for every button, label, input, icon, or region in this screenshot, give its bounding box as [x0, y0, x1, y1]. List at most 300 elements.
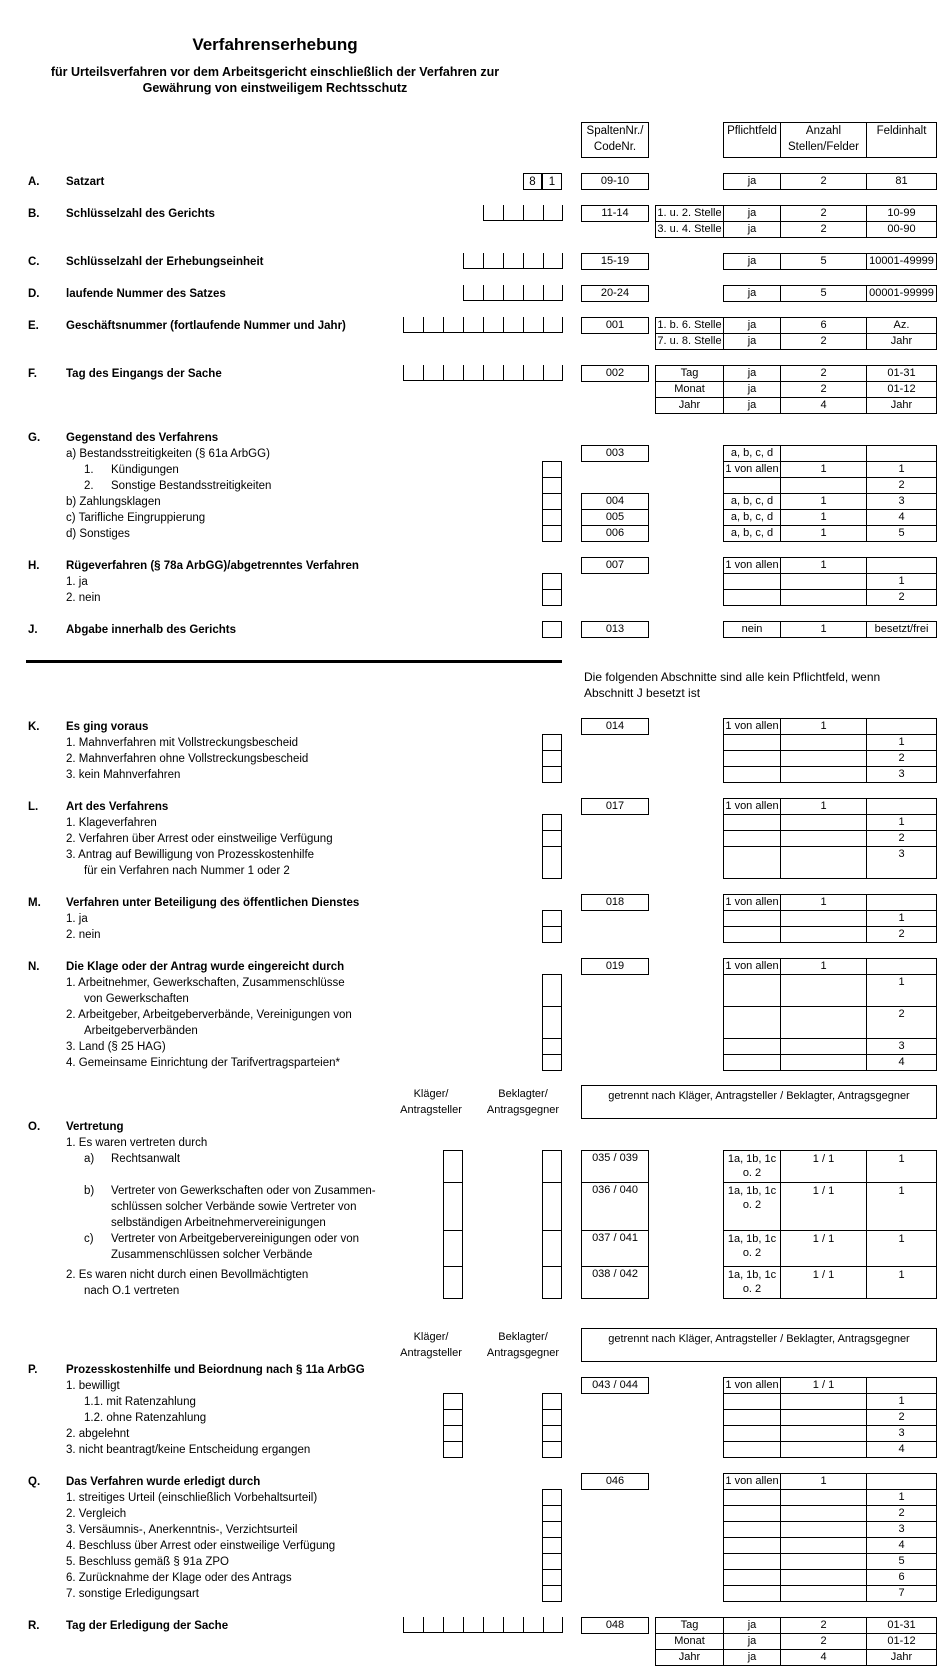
label-o-2b: nach O.1 vertreten [84, 1285, 180, 1297]
code-m: 018 [581, 894, 649, 911]
checkbox-o-a-beklagter[interactable] [542, 1150, 562, 1183]
label-g-2: Sonstige Bestandsstreitigkeiten [111, 480, 272, 492]
input-comb-e[interactable] [403, 317, 563, 333]
label-k-3: 3. kein Mahnverfahren [66, 769, 181, 781]
sub-b1: 1. u. 2. Stelle [655, 205, 724, 222]
anzahl-q-4 [780, 1537, 867, 1554]
p-beklagter-label-1: Beklagter/ [498, 1331, 548, 1343]
pflicht-j: nein [723, 621, 781, 638]
label-m-1: 1. ja [66, 913, 88, 925]
inhalt-n-2: 2 [866, 1006, 937, 1039]
anzahl-p-11 [780, 1393, 867, 1410]
anzahl-q-3 [780, 1521, 867, 1538]
inhalt-f-jahr: Jahr [866, 397, 937, 414]
checkbox-g-c[interactable] [542, 509, 562, 526]
anzahl-n-3 [780, 1038, 867, 1055]
inhalt-r-monat: 01-12 [866, 1633, 937, 1650]
p-beklagter-label-2: Antragsgegner [486, 1347, 560, 1359]
label-p: Prozesskostenhilfe und Beiordnung nach § 11a ArbGG [66, 1364, 365, 1376]
checkbox-q-2[interactable] [542, 1505, 562, 1522]
checkbox-q-7[interactable] [542, 1585, 562, 1602]
checkbox-p-2-beklagter[interactable] [542, 1425, 562, 1442]
pflicht-f-tag: ja [723, 365, 781, 382]
inhalt-o-2: 1 [866, 1266, 937, 1299]
letter-e: E. [28, 320, 39, 332]
label-m-2: 2. nein [66, 929, 101, 941]
label-q-4: 4. Beschluss über Arrest oder einstweilige Verfügung [66, 1540, 336, 1552]
letter-p: P. [28, 1364, 38, 1376]
inhalt-g-b: 3 [866, 493, 937, 510]
o-klaeger-label-2: Antragsteller [400, 1104, 462, 1116]
label-o-b-num: b) [84, 1185, 95, 1197]
pflicht-g-2 [723, 477, 781, 494]
label-q-6: 6. Zurücknahme der Klage oder des Antrags [66, 1572, 292, 1584]
sub-r-jahr: Jahr [655, 1649, 724, 1666]
inhalt-k-3: 3 [866, 766, 937, 783]
pflicht-q-6 [723, 1569, 781, 1586]
inhalt-k-2: 2 [866, 750, 937, 767]
o-klaeger-label-1: Kläger/ [413, 1088, 449, 1100]
satzart-digit-2-text: 1 [548, 176, 556, 188]
pflicht-p: 1 von allen [723, 1377, 781, 1394]
code-e: 001 [581, 317, 649, 334]
sub-e1: 1. b. 6. Stelle [655, 317, 724, 334]
pflicht-n: 1 von allen [723, 958, 781, 975]
code-d: 20-24 [581, 285, 649, 302]
anzahl-r-tag: 2 [780, 1617, 867, 1634]
pflicht-l-2 [723, 830, 781, 847]
input-comb-d[interactable] [463, 285, 563, 301]
pflicht-o-a-line1: 1a, 1b, 1c [727, 1153, 777, 1165]
pflicht-b2: ja [723, 221, 781, 238]
code-r: 048 [581, 1617, 649, 1634]
anzahl-g-b: 1 [780, 493, 867, 510]
pflicht-r-monat: ja [723, 1633, 781, 1650]
code-n: 019 [581, 958, 649, 975]
label-g-2-num: 2. [84, 480, 94, 492]
inhalt-h [866, 557, 937, 574]
checkbox-j[interactable] [542, 621, 562, 638]
label-p-1: 1. bewilligt [66, 1380, 120, 1392]
anzahl-m-1 [780, 910, 867, 927]
anzahl-n: 1 [780, 958, 867, 975]
inhalt-m-2: 2 [866, 926, 937, 943]
inhalt-d: 00001-99999 [866, 285, 937, 302]
sub-e2: 7. u. 8. Stelle [655, 333, 724, 350]
label-l-3a: 3. Antrag auf Bewilligung von Prozesskostenhilfe [66, 849, 315, 861]
anzahl-q-7 [780, 1585, 867, 1602]
anzahl-o-a: 1 / 1 [780, 1150, 867, 1183]
checkbox-p-3-beklagter[interactable] [542, 1441, 562, 1458]
pflicht-q-7 [723, 1585, 781, 1602]
pflicht-o-b [723, 1182, 781, 1231]
inhalt-m-1: 1 [866, 910, 937, 927]
checkbox-p-12-klaeger[interactable] [443, 1409, 463, 1426]
label-h: Rügeverfahren (§ 78a ArbGG)/abgetrenntes Verfahren [66, 560, 359, 572]
checkbox-q-3[interactable] [542, 1521, 562, 1538]
inhalt-p-2: 3 [866, 1425, 937, 1442]
inhalt-g-a [866, 445, 937, 462]
label-o-c-1: Vertreter von Arbeitgebervereinigungen oder von [111, 1233, 360, 1245]
letter-b: B. [28, 208, 40, 220]
anzahl-g-1: 1 [780, 461, 867, 478]
label-o-a-num: a) [84, 1153, 95, 1165]
pflicht-q: 1 von allen [723, 1473, 781, 1490]
pflicht-m-1 [723, 910, 781, 927]
code-j: 013 [581, 621, 649, 638]
code-h: 007 [581, 557, 649, 574]
inhalt-n [866, 958, 937, 975]
code-q: 046 [581, 1473, 649, 1490]
inhalt-q-1: 1 [866, 1489, 937, 1506]
label-o: Vertretung [66, 1121, 124, 1133]
checkbox-n-2[interactable] [542, 1006, 562, 1039]
inhalt-p-11: 1 [866, 1393, 937, 1410]
anzahl-f-jahr: 4 [780, 397, 867, 414]
pflicht-n-2 [723, 1006, 781, 1039]
letter-a: A. [28, 176, 40, 188]
header-anzahl-1: Anzahl [805, 125, 842, 137]
inhalt-q [866, 1473, 937, 1490]
header-anzahl-2: Stellen/Felder [788, 141, 859, 153]
label-c: Schlüsselzahl der Erhebungseinheit [66, 256, 264, 268]
pflicht-h-1 [723, 573, 781, 590]
checkbox-k-3[interactable] [542, 766, 562, 783]
pflicht-g-d: a, b, c, d [723, 525, 781, 542]
pflicht-e1: ja [723, 317, 781, 334]
o-beklagter-label-1: Beklagter/ [498, 1088, 548, 1100]
checkbox-p-12-beklagter[interactable] [542, 1409, 562, 1426]
inhalt-r-tag: 01-31 [866, 1617, 937, 1634]
pflicht-o-b-line2: o. 2 [742, 1199, 762, 1211]
inhalt-o-a: 1 [866, 1150, 937, 1183]
sub-f-tag: Tag [655, 365, 724, 382]
label-k-2: 2. Mahnverfahren ohne Vollstreckungsbescheid [66, 753, 309, 765]
anzahl-m-2 [780, 926, 867, 943]
checkbox-k-1[interactable] [542, 734, 562, 751]
pflicht-q-2 [723, 1505, 781, 1522]
checkbox-l-3[interactable] [542, 846, 562, 879]
anzahl-l-1 [780, 814, 867, 831]
code-c: 15-19 [581, 253, 649, 270]
pflicht-g-1: 1 von allen [723, 461, 781, 478]
label-o-2a: 2. Es waren nicht durch einen Bevollmächtigten [66, 1269, 309, 1281]
pflicht-f-monat: ja [723, 381, 781, 398]
anzahl-r-monat: 2 [780, 1633, 867, 1650]
letter-m: M. [28, 897, 41, 909]
anzahl-n-4 [780, 1054, 867, 1071]
checkbox-p-2-klaeger[interactable] [443, 1425, 463, 1442]
letter-g: G. [28, 432, 41, 444]
anzahl-q-5 [780, 1553, 867, 1570]
header-feldinhalt: Feldinhalt [876, 125, 927, 137]
code-o-2: 038 / 042 [581, 1266, 649, 1299]
checkbox-l-2[interactable] [542, 830, 562, 847]
label-l-1: 1. Klageverfahren [66, 817, 157, 829]
letter-r: R. [28, 1620, 40, 1632]
inhalt-n-3: 3 [866, 1038, 937, 1055]
checkbox-h-2[interactable] [542, 589, 562, 606]
sub-r-tag: Tag [655, 1617, 724, 1634]
pflicht-o-c-line2: o. 2 [742, 1247, 762, 1259]
label-a: Satzart [66, 176, 105, 188]
label-k: Es ging voraus [66, 721, 149, 733]
inhalt-l-3: 3 [866, 846, 937, 879]
label-g-a: a) Bestandsstreitigkeiten (§ 61a ArbGG) [66, 448, 270, 460]
p-klaeger-label-1: Kläger/ [413, 1331, 449, 1343]
anzahl-n-2 [780, 1006, 867, 1039]
anzahl-g-a [780, 445, 867, 462]
inhalt-g-1: 1 [866, 461, 937, 478]
inhalt-l-1: 1 [866, 814, 937, 831]
checkbox-n-4[interactable] [542, 1054, 562, 1071]
inhalt-f-tag: 01-31 [866, 365, 937, 382]
o-beklagter-label-2: Antragsgegner [486, 1104, 560, 1116]
pflicht-o-a-line2: o. 2 [742, 1167, 762, 1179]
label-q-7: 7. sonstige Erledigungsart [66, 1588, 199, 1600]
label-n-1a: 1. Arbeitnehmer, Gewerkschaften, Zusammenschlüsse [66, 977, 345, 989]
pflicht-g-b: a, b, c, d [723, 493, 781, 510]
label-l-2: 2. Verfahren über Arrest oder einstweilige Verfügung [66, 833, 333, 845]
label-g-d: d) Sonstiges [66, 528, 130, 540]
checkbox-o-b-klaeger[interactable] [443, 1182, 463, 1231]
inhalt-l-2: 2 [866, 830, 937, 847]
checkbox-o-2-beklagter[interactable] [542, 1266, 562, 1299]
label-n-4: 4. Gemeinsame Einrichtung der Tarifvertragsparteien* [66, 1057, 341, 1069]
pflicht-a: ja [723, 173, 781, 190]
anzahl-k-3 [780, 766, 867, 783]
inhalt-q-7: 7 [866, 1585, 937, 1602]
pflicht-o-a [723, 1150, 781, 1183]
label-p-1-2: 1.2. ohne Ratenzahlung [84, 1412, 207, 1424]
inhalt-g-2: 2 [866, 477, 937, 494]
pflicht-m: 1 von allen [723, 894, 781, 911]
anzahl-o-2: 1 / 1 [780, 1266, 867, 1299]
pflicht-o-2 [723, 1266, 781, 1299]
letter-n: N. [28, 961, 40, 973]
inhalt-k-1: 1 [866, 734, 937, 751]
pflicht-g-c: a, b, c, d [723, 509, 781, 526]
checkbox-o-a-klaeger[interactable] [443, 1150, 463, 1183]
label-q-5: 5. Beschluss gemäß § 91a ZPO [66, 1556, 229, 1568]
label-h-1: 1. ja [66, 576, 88, 588]
sub-f-jahr: Jahr [655, 397, 724, 414]
label-o-b-3: selbständigen Arbeitnehmervereinigungen [111, 1217, 326, 1229]
label-g-1: Kündigungen [111, 464, 179, 476]
checkbox-m-1[interactable] [542, 910, 562, 927]
label-b: Schlüsselzahl des Gerichts [66, 208, 215, 220]
pflicht-n-1 [723, 974, 781, 1007]
subtitle-line-2: Gewährung von einstweiligem Rechtsschutz [142, 81, 408, 95]
label-q-2: 2. Vergleich [66, 1508, 127, 1520]
header-spalten-2: CodeNr. [593, 141, 637, 153]
checkbox-n-3[interactable] [542, 1038, 562, 1055]
pflicht-d: ja [723, 285, 781, 302]
satzart-digit-1-text: 8 [529, 176, 536, 188]
inhalt-n-1: 1 [866, 974, 937, 1007]
anzahl-j: 1 [780, 621, 867, 638]
inhalt-o-c: 1 [866, 1230, 937, 1267]
checkbox-p-11-klaeger[interactable] [443, 1393, 463, 1410]
code-b: 11-14 [581, 205, 649, 222]
inhalt-p-12: 2 [866, 1409, 937, 1426]
label-h-2: 2. nein [66, 592, 101, 604]
anzahl-f-tag: 2 [780, 365, 867, 382]
checkbox-o-c-klaeger[interactable] [443, 1230, 463, 1267]
anzahl-b2: 2 [780, 221, 867, 238]
anzahl-p-12 [780, 1409, 867, 1426]
code-l: 017 [581, 798, 649, 815]
inhalt-n-4: 4 [866, 1054, 937, 1071]
pflicht-o-c [723, 1230, 781, 1267]
anzahl-r-jahr: 4 [780, 1649, 867, 1666]
code-f: 002 [581, 365, 649, 382]
checkbox-o-b-beklagter[interactable] [542, 1182, 562, 1231]
label-q-1: 1. streitiges Urteil (einschließlich Vorbehaltsurteil) [66, 1492, 318, 1504]
pflicht-m-2 [723, 926, 781, 943]
anzahl-p-2 [780, 1425, 867, 1442]
pflicht-h-2 [723, 589, 781, 606]
code-o-c: 037 / 041 [581, 1230, 649, 1267]
inhalt-h-2: 2 [866, 589, 937, 606]
page-title: Verfahrenserhebung [192, 35, 358, 54]
pflicht-o-2-line1: 1a, 1b, 1c [727, 1269, 777, 1281]
pflicht-g-a: a, b, c, d [723, 445, 781, 462]
checkbox-g-2[interactable] [542, 477, 562, 494]
code-o-b: 036 / 040 [581, 1182, 649, 1231]
anzahl-c: 5 [780, 253, 867, 270]
label-j: Abgabe innerhalb des Gerichts [66, 624, 236, 636]
inhalt-m [866, 894, 937, 911]
checkbox-o-c-beklagter[interactable] [542, 1230, 562, 1267]
pflicht-o-2-line2: o. 2 [742, 1283, 762, 1295]
label-q: Das Verfahren wurde erledigt durch [66, 1476, 261, 1488]
checkbox-l-1[interactable] [542, 814, 562, 831]
anzahl-f-monat: 2 [780, 381, 867, 398]
anzahl-l-2 [780, 830, 867, 847]
inhalt-h-1: 1 [866, 573, 937, 590]
anzahl-k-2 [780, 750, 867, 767]
anzahl-g-d: 1 [780, 525, 867, 542]
pflicht-p-11 [723, 1393, 781, 1410]
letter-k: K. [28, 721, 40, 733]
checkbox-q-6[interactable] [542, 1569, 562, 1586]
checkbox-g-1[interactable] [542, 461, 562, 478]
input-comb-r[interactable] [403, 1617, 563, 1633]
pflicht-q-3 [723, 1521, 781, 1538]
pflicht-l-3 [723, 846, 781, 879]
inhalt-a: 81 [866, 173, 937, 190]
label-n-1b: von Gewerkschaften [84, 993, 189, 1005]
letter-q: Q. [28, 1476, 41, 1488]
code-g-d: 006 [581, 525, 649, 542]
checkbox-h-1[interactable] [542, 573, 562, 590]
checkbox-g-d[interactable] [542, 525, 562, 542]
inhalt-l [866, 798, 937, 815]
anzahl-g-2 [780, 477, 867, 494]
checkbox-o-2-klaeger[interactable] [443, 1266, 463, 1299]
pflicht-q-4 [723, 1537, 781, 1554]
inhalt-q-4: 4 [866, 1537, 937, 1554]
anzahl-d: 5 [780, 285, 867, 302]
letter-l: L. [28, 801, 39, 813]
label-p-1-1: 1.1. mit Ratenzahlung [84, 1396, 196, 1408]
code-a: 09-10 [581, 173, 649, 190]
pflicht-p-12 [723, 1409, 781, 1426]
pflicht-k-3 [723, 766, 781, 783]
inhalt-q-3: 3 [866, 1521, 937, 1538]
input-comb-b[interactable] [483, 205, 563, 221]
input-comb-f[interactable] [403, 365, 563, 381]
label-r: Tag der Erledigung der Sache [66, 1620, 229, 1632]
section-divider [26, 660, 562, 663]
label-l: Art des Verfahrens [66, 801, 169, 813]
label-n-3: 3. Land (§ 25 HAG) [66, 1041, 166, 1053]
inhalt-r-jahr: Jahr [866, 1649, 937, 1666]
pflicht-c: ja [723, 253, 781, 270]
anzahl-e2: 2 [780, 333, 867, 350]
checkbox-q-4[interactable] [542, 1537, 562, 1554]
label-q-3: 3. Versäumnis-, Anerkenntnis-, Verzichtsurteil [66, 1524, 298, 1536]
input-comb-c[interactable] [463, 253, 563, 269]
label-k-1: 1. Mahnverfahren mit Vollstreckungsbescheid [66, 737, 299, 749]
label-f: Tag des Eingangs der Sache [66, 368, 222, 380]
pflicht-o-c-line1: 1a, 1b, 1c [727, 1233, 777, 1245]
label-n: Die Klage oder der Antrag wurde eingereicht durch [66, 961, 345, 973]
anzahl-q-6 [780, 1569, 867, 1586]
checkbox-q-1[interactable] [542, 1489, 562, 1506]
inhalt-c: 10001-49999 [866, 253, 937, 270]
anzahl-k: 1 [780, 718, 867, 735]
label-m: Verfahren unter Beteiligung des öffentlichen Dienstes [66, 897, 360, 909]
checkbox-m-2[interactable] [542, 926, 562, 943]
checkbox-k-2[interactable] [542, 750, 562, 767]
pflicht-k-1 [723, 734, 781, 751]
checkbox-q-5[interactable] [542, 1553, 562, 1570]
anzahl-a: 2 [780, 173, 867, 190]
anzahl-l-3 [780, 846, 867, 879]
anzahl-n-1 [780, 974, 867, 1007]
inhalt-k [866, 718, 937, 735]
label-o-b-1: Vertreter von Gewerkschaften oder von Zusammen- [111, 1185, 376, 1197]
sub-r-monat: Monat [655, 1633, 724, 1650]
checkbox-g-b[interactable] [542, 493, 562, 510]
anzahl-h-2 [780, 589, 867, 606]
label-o-c-num: c) [84, 1233, 94, 1245]
inhalt-e2: Jahr [866, 333, 937, 350]
label-p-3: 3. nicht beantragt/keine Entscheidung ergangen [66, 1444, 311, 1456]
inhalt-p-3: 4 [866, 1441, 937, 1458]
letter-d: D. [28, 288, 40, 300]
anzahl-h-1 [780, 573, 867, 590]
code-g-b: 004 [581, 493, 649, 510]
label-d: laufende Nummer des Satzes [66, 288, 226, 300]
pflicht-b1: ja [723, 205, 781, 222]
letter-c: C. [28, 256, 40, 268]
anzahl-g-c: 1 [780, 509, 867, 526]
label-n-2b: Arbeitgeberverbänden [84, 1025, 198, 1037]
note-line-2: Abschnitt J besetzt ist [584, 686, 701, 700]
checkbox-p-11-beklagter[interactable] [542, 1393, 562, 1410]
anzahl-q-1 [780, 1489, 867, 1506]
label-o-b-2: schlüssen solcher Verbände sowie Vertreter von [111, 1201, 357, 1213]
anzahl-e1: 6 [780, 317, 867, 334]
checkbox-n-1[interactable] [542, 974, 562, 1007]
anzahl-p: 1 / 1 [780, 1377, 867, 1394]
letter-j: J. [28, 624, 38, 636]
anzahl-h: 1 [780, 557, 867, 574]
checkbox-p-3-klaeger[interactable] [443, 1441, 463, 1458]
